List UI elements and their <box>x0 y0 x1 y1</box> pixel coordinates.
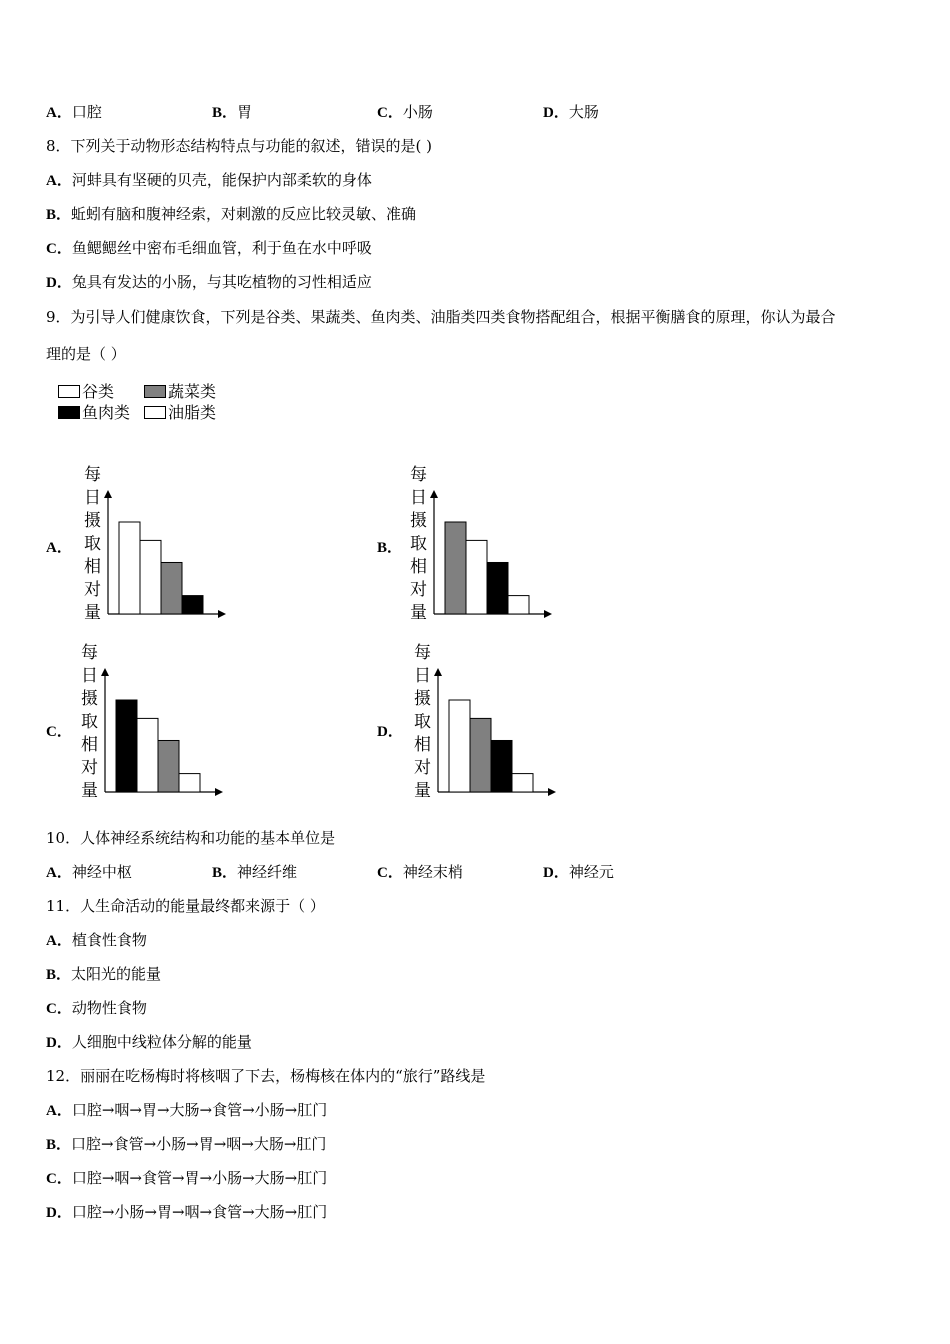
legend-label: 谷类 <box>82 382 115 401</box>
bar-4 <box>182 596 203 614</box>
option-label: B． <box>46 1137 72 1153</box>
q11-stem: 11．人生命活动的能量最终都来源于（ ） <box>46 897 325 915</box>
option-text: 口腔 <box>71 103 102 121</box>
option-label: A． <box>46 933 72 949</box>
option-text: 植食性食物 <box>71 931 147 949</box>
y-axis-label-char: 相 <box>81 735 98 755</box>
option-text: 河蚌具有坚硬的贝壳，能保护内部柔软的身体 <box>71 171 372 189</box>
chart-legend <box>58 382 238 426</box>
y-axis-label-char: 相 <box>410 557 427 577</box>
option-text: 口腔→咽→食管→胃→小肠→大肠→肛门 <box>71 1169 328 1187</box>
bar-chart-a <box>78 462 238 628</box>
y-axis-label-char: 量 <box>81 781 98 801</box>
y-axis-label-char: 取 <box>410 534 427 554</box>
chart-a <box>78 462 238 632</box>
legend-label: 鱼肉类 <box>82 403 131 422</box>
legend-swatch <box>144 406 166 419</box>
chart-option-c-label[interactable]: C． <box>46 724 72 740</box>
q8-option-b[interactable] <box>46 204 416 225</box>
option-text: 神经元 <box>568 863 614 881</box>
bar-4 <box>179 774 200 792</box>
chart-option-b-label[interactable]: B． <box>377 540 403 556</box>
option-text: 口腔→咽→胃→大肠→食管→小肠→肛门 <box>71 1101 328 1119</box>
y-axis-label-char: 摄 <box>81 689 98 709</box>
y-axis-label-char: 每 <box>84 465 101 485</box>
y-axis-label-char: 日 <box>81 666 98 686</box>
bar-2 <box>466 540 487 614</box>
y-axis-label-char: 对 <box>414 758 431 778</box>
bar-3 <box>161 562 182 614</box>
q8-stem: 8．下列关于动物形态结构特点与功能的叙述，错误的是( ) <box>46 137 433 155</box>
bar-chart-b <box>404 462 564 628</box>
legend-item-grain <box>58 382 114 402</box>
option-label: A． <box>46 173 72 189</box>
bar-1 <box>445 522 466 614</box>
legend-item-vegetable <box>144 382 216 402</box>
legend-label: 油脂类 <box>168 403 217 422</box>
legend-item-oil <box>144 403 216 423</box>
y-axis-label-char: 摄 <box>410 511 427 531</box>
q7-option-a[interactable] <box>46 102 102 123</box>
option-text: 口腔→食管→小肠→胃→咽→大肠→肛门 <box>71 1135 327 1153</box>
x-axis-arrow <box>218 610 226 618</box>
chart-d <box>408 640 568 810</box>
bar-2 <box>137 718 158 792</box>
legend-item-fish-meat <box>58 403 130 423</box>
q10-option-a[interactable] <box>46 862 132 883</box>
option-text: 小肠 <box>402 103 433 121</box>
bar-chart-d <box>408 640 568 806</box>
y-axis-arrow <box>430 490 438 498</box>
option-label: C． <box>377 865 403 881</box>
y-axis-label-char: 量 <box>410 603 427 623</box>
y-axis-label-char: 日 <box>414 666 431 686</box>
option-label: C． <box>46 1171 72 1187</box>
option-text: 鱼鳃鳃丝中密布毛细血管，利于鱼在水中呼吸 <box>71 239 372 257</box>
option-text: 神经末梢 <box>402 863 463 881</box>
option-label: C． <box>46 241 72 257</box>
option-label: C． <box>46 1001 72 1017</box>
legend-swatch <box>144 385 166 398</box>
y-axis-label-char: 量 <box>414 781 431 801</box>
y-axis-label-char: 日 <box>410 488 427 508</box>
option-text: 神经纤维 <box>237 863 298 881</box>
q8-option-c[interactable] <box>46 238 372 259</box>
y-axis-arrow <box>434 668 442 676</box>
y-axis-arrow <box>101 668 109 676</box>
option-label: D． <box>543 865 569 881</box>
bar-3 <box>491 740 512 792</box>
option-label: A． <box>46 865 72 881</box>
q8-option-d[interactable] <box>46 272 372 293</box>
q7-option-d[interactable] <box>543 102 599 123</box>
option-text: 太阳光的能量 <box>71 965 162 983</box>
option-label: D． <box>46 1205 72 1221</box>
option-label: B． <box>212 105 238 121</box>
x-axis-arrow <box>548 788 556 796</box>
q10-stem: 10．人体神经系统结构和功能的基本单位是 <box>46 829 336 847</box>
q12-stem: 12．丽丽在吃杨梅时将核咽了下去，杨梅核在体内的“旅行”路线是 <box>46 1067 486 1085</box>
legend-swatch <box>58 385 80 398</box>
bar-4 <box>512 774 533 792</box>
q7-option-c[interactable] <box>377 102 433 123</box>
bar-1 <box>116 700 137 792</box>
q11-option-d[interactable] <box>46 1032 252 1053</box>
q11-option-b[interactable] <box>46 964 161 985</box>
option-label: B． <box>46 967 72 983</box>
q12-option-c[interactable] <box>46 1168 327 1189</box>
y-axis-label-char: 每 <box>81 643 98 663</box>
q12-option-b[interactable] <box>46 1134 326 1155</box>
y-axis-label-char: 取 <box>84 534 101 554</box>
q8-option-a[interactable] <box>46 170 372 191</box>
option-text: 兔具有发达的小肠，与其吃植物的习性相适应 <box>71 273 372 291</box>
q11-option-c[interactable] <box>46 998 147 1019</box>
y-axis-label-char: 相 <box>84 557 101 577</box>
y-axis-label-char: 对 <box>410 580 427 600</box>
chart-option-d-label[interactable]: D． <box>377 724 403 740</box>
y-axis-label-char: 日 <box>84 488 101 508</box>
option-text: 动物性食物 <box>71 999 147 1017</box>
option-text: 大肠 <box>568 103 599 121</box>
option-label: D． <box>46 275 72 291</box>
bar-3 <box>487 562 508 614</box>
option-text: 口腔→小肠→胃→咽→食管→大肠→肛门 <box>71 1203 328 1221</box>
chart-b <box>404 462 564 632</box>
option-text: 胃 <box>237 103 253 121</box>
q10-option-c[interactable] <box>377 862 463 883</box>
bar-1 <box>449 700 470 792</box>
q9-stem-line1: 9．为引导人们健康饮食，下列是谷类、果蔬类、鱼肉类、油脂类四类食物搭配组合，根据平衡膳食的原理，你认为最合 <box>46 308 836 326</box>
option-label: D． <box>46 1035 72 1051</box>
option-text: 神经中枢 <box>71 863 132 881</box>
bar-2 <box>470 718 491 792</box>
y-axis-label-char: 量 <box>84 603 101 623</box>
y-axis-label-char: 对 <box>84 580 101 600</box>
y-axis-label-char: 取 <box>414 712 431 732</box>
y-axis-label-char: 摄 <box>414 689 431 709</box>
bar-2 <box>140 540 161 614</box>
option-text: 人细胞中线粒体分解的能量 <box>71 1033 252 1051</box>
y-axis-label-char: 取 <box>81 712 98 732</box>
q10-option-d[interactable] <box>543 862 614 883</box>
x-axis-arrow <box>215 788 223 796</box>
option-label: A． <box>46 105 72 121</box>
q10-option-b[interactable] <box>212 862 297 883</box>
y-axis-label-char: 每 <box>410 465 427 485</box>
option-label: B． <box>46 207 72 223</box>
option-label: C． <box>377 105 403 121</box>
q7-option-b[interactable] <box>212 102 252 123</box>
chart-option-a-label[interactable]: A． <box>46 540 72 556</box>
q9-stem-line2: 理的是（ ） <box>46 345 126 363</box>
option-label: A． <box>46 1103 72 1119</box>
option-label: D． <box>543 105 569 121</box>
bar-chart-c <box>75 640 235 806</box>
x-axis-arrow <box>544 610 552 618</box>
bar-4 <box>508 596 529 614</box>
q12-option-d[interactable] <box>46 1202 327 1223</box>
y-axis-arrow <box>104 490 112 498</box>
chart-c <box>75 640 235 810</box>
legend-label: 蔬菜类 <box>168 382 217 401</box>
option-label: B． <box>212 865 238 881</box>
legend-swatch <box>58 406 80 419</box>
y-axis-label-char: 摄 <box>84 511 101 531</box>
y-axis-label-char: 相 <box>414 735 431 755</box>
option-text: 蚯蚓有脑和腹神经索，对刺激的反应比较灵敏、准确 <box>71 205 417 223</box>
bar-1 <box>119 522 140 614</box>
q12-option-a[interactable] <box>46 1100 327 1121</box>
y-axis-label-char: 每 <box>414 643 431 663</box>
y-axis-label-char: 对 <box>81 758 98 778</box>
bar-3 <box>158 740 179 792</box>
q11-option-a[interactable] <box>46 930 147 951</box>
